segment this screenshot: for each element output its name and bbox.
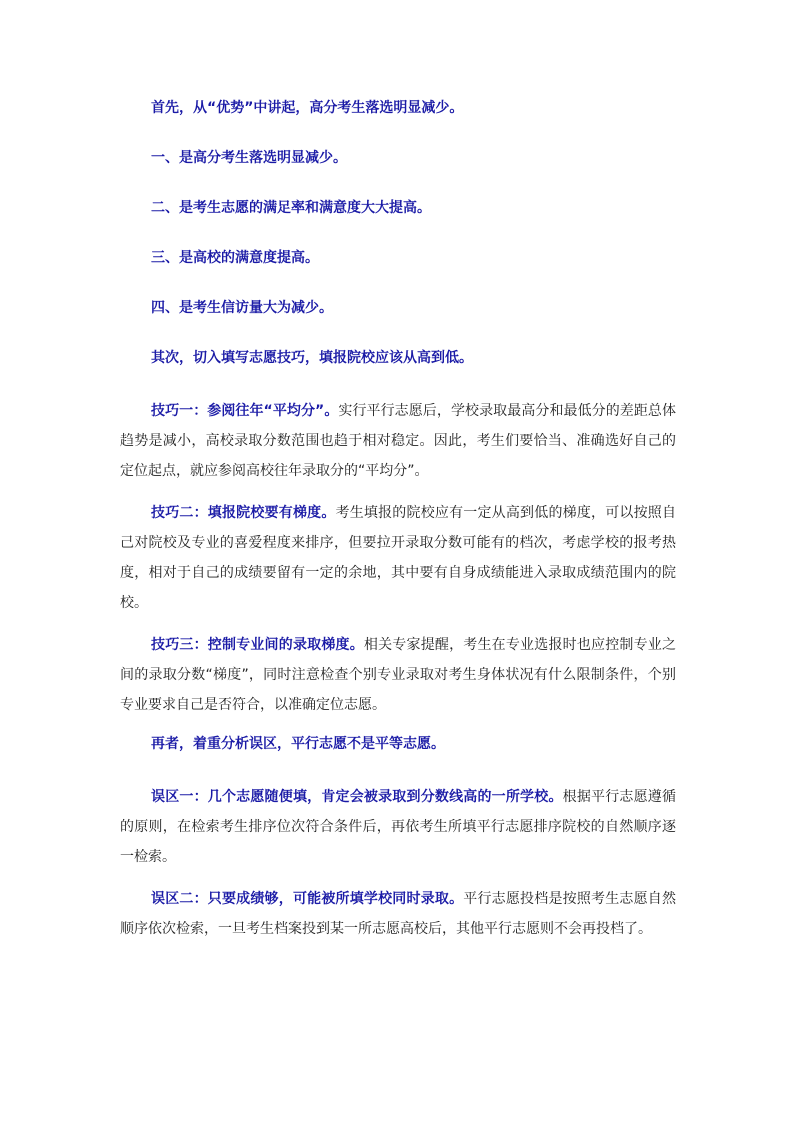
tip-paragraph-2 — [120, 498, 676, 618]
advantage-item-2: 二、是考生志愿的满足率和满意度大大提高。 — [151, 200, 431, 216]
myth-paragraph-2 — [120, 884, 676, 944]
myth-paragraph-1 — [120, 782, 676, 872]
tip-body-3: 相关专家提醒，考生在专业选报时也应控制专业之间的录取分数“梯度”，同时注意检查个别专业录取对考生身体状况有什么限制条件，个别专业要求自己是否符合，以准确定位志愿。 — [120, 637, 677, 713]
tip-title-2: 技巧二：填报院校要有梯度。 — [151, 505, 336, 521]
myth-body-1: 根据平行志愿遵循的原则，在检索考生排序位次符合条件后，再依考生所填平行志愿排序院校的自然顺序逐一检索。 — [120, 789, 677, 865]
myth-body-2: 平行志愿投档是按照考生志愿自然顺序依次检索，一旦考生档案投到某一所志愿高校后，其他平行志愿则不会再投档了。 — [120, 891, 677, 937]
tip-paragraph-3 — [120, 630, 676, 720]
tip-title-3: 技巧三：控制专业间的录取梯度。 — [151, 637, 364, 653]
section-heading-third: 再者，着重分析误区，平行志愿不是平等志愿。 — [151, 736, 445, 752]
advantage-item-1: 一、是高分考生落选明显减少。 — [151, 150, 347, 166]
section-heading-first: 首先，从“优势”中讲起，高分考生落选明显减少。 — [151, 100, 464, 116]
document-content — [120, 96, 676, 956]
section-heading-second: 其次，切入填写志愿技巧，填报院校应该从高到低。 — [151, 350, 473, 366]
tip-paragraph-1 — [120, 396, 676, 486]
tip-body-1: 实行平行志愿后，学校录取最高分和最低分的差距总体趋势是减小，高校录取分数范围也趋于相对稳定。因此，考生们要恰当、准确选好自己的定位起点，就应参阅高校往年录取分的“平均分”。 — [120, 403, 677, 479]
tip-body-2: 考生填报的院校应有一定从高到低的梯度，可以按照自己对院校及专业的喜爱程度来排序，但要拉开录取分数可能有的档次，考虑学校的报考热度，相对于自己的成绩要留有一定的余地，其中要有自身成绩能进入录取成绩范围内的院校。 — [120, 505, 677, 611]
advantage-item-4: 四、是考生信访量大为减少。 — [151, 300, 333, 316]
advantage-item-3: 三、是高校的满意度提高。 — [151, 250, 319, 266]
myth-title-2: 误区二：只要成绩够，可能被所填学校同时录取。 — [151, 891, 464, 907]
myth-title-1: 误区一：几个志愿随便填，肯定会被录取到分数线高的一所学校。 — [151, 789, 563, 805]
tip-title-1: 技巧一：参阅往年“平均分”。 — [151, 403, 339, 419]
